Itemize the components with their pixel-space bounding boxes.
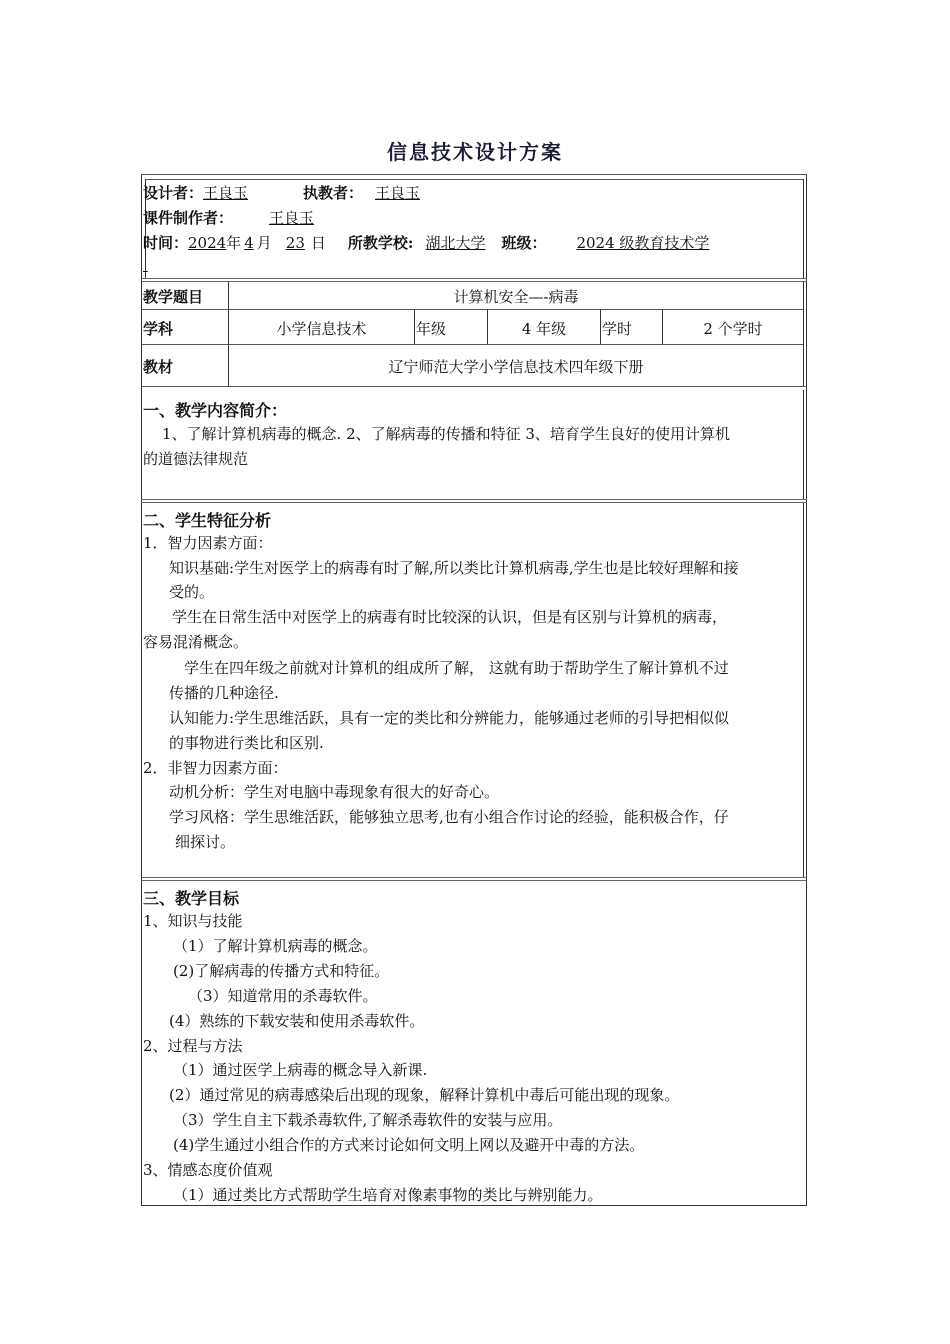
table-row1-line xyxy=(141,309,803,310)
section3-line: 1、知识与技能 xyxy=(143,912,243,930)
section3-line: （1）通过类比方式帮助学生培育对像素事物的类比与辨别能力。 xyxy=(173,1186,603,1204)
designer-row xyxy=(143,182,449,203)
section2-line: 学习风格：学生思维活跃，能够独立思考,也有小组合作讨论的经验，能积极合作，仔 xyxy=(169,808,729,826)
textbook-value: 辽宁师范大学小学信息技术四年级下册 xyxy=(388,358,644,376)
section2-heading: 二、学生特征分析 xyxy=(143,511,272,530)
section3-line: 3、情感态度价值观 xyxy=(143,1161,273,1179)
table-col-divider-1 xyxy=(414,310,415,344)
section2-line: 认知能力:学生思维活跃，具有一定的类比和分辨能力，能够通过老师的引导把相似似 xyxy=(169,709,730,727)
frame-inner-top-line xyxy=(145,179,803,180)
section3-line: （3）学生自主下载杀毒软件,了解杀毒软件的安装与应用。 xyxy=(173,1111,563,1129)
section3-heading: 三、教学目标 xyxy=(143,889,240,908)
section1-heading: 一、教学内容简介： xyxy=(143,401,288,420)
section2-right-line xyxy=(803,503,804,877)
section1-line1: 1、了解计算机病毒的概念. 2、了解病毒的传播和特征 3、培育学生良好的使用计算机 xyxy=(162,425,730,443)
year-value: 2024 xyxy=(188,234,227,252)
section2-bottom-line xyxy=(141,877,807,881)
time-row xyxy=(143,232,725,253)
section2-line: 知识基础:学生对医学上的病毒有时了解,所以类比计算机病毒,学生也是比较好理解和接 xyxy=(169,559,739,577)
subject-label: 学科 xyxy=(143,320,174,338)
section3-line: (2）通过常见的病毒感染后出现的现象，解释计算机中毒后可能出现的现象。 xyxy=(169,1086,680,1104)
hours-value: 2 个学时 xyxy=(703,320,763,338)
section3-line: (4）熟练的下载安装和使用杀毒软件。 xyxy=(169,1012,425,1030)
teacher-label: 执教者： xyxy=(303,184,364,202)
time-row-underline-tail xyxy=(143,256,151,274)
grade-value: 4 年级 xyxy=(521,320,567,338)
designer-value: 王良玉 xyxy=(203,184,249,202)
section2-line: 传播的几种途径. xyxy=(169,684,279,702)
section3-line: (4)学生通过小组合作的方式来讨论如何文明上网以及避开中毒的方法。 xyxy=(173,1136,645,1154)
section3-line: (2)了解病毒的传播方式和特征。 xyxy=(173,962,390,980)
year-unit: 年 xyxy=(226,234,242,252)
table-row2-line xyxy=(141,344,803,345)
section2-line: 细探讨。 xyxy=(175,833,236,851)
table-right-line xyxy=(803,282,804,386)
teacher-value: 王良玉 xyxy=(375,184,421,202)
school-label: 所教学校: xyxy=(347,234,414,252)
courseware-value: 王良玉 xyxy=(269,209,315,227)
section2-line: 学生在四年级之前就对计算机的组成所了解， 这就有助于帮助学生了解计算机不过 xyxy=(184,659,729,677)
table-bottom-line xyxy=(141,386,807,387)
class-value: 2024 级教育技术学 xyxy=(576,234,710,252)
section3-line: （1）通过医学上病毒的概念导入新课. xyxy=(173,1061,428,1079)
document-title: 信息技术设计方案 xyxy=(387,140,563,164)
day-value: 23 xyxy=(285,234,305,252)
designer-label: 设计者： xyxy=(143,184,204,202)
table-col-divider-3 xyxy=(600,310,601,344)
section3-line: （1）了解计算机病毒的概念。 xyxy=(173,937,378,955)
section2-line: 1．智力因素方面： xyxy=(143,534,273,552)
textbook-label: 教材 xyxy=(143,358,174,376)
section2-line: 的事物进行类比和区别. xyxy=(169,734,324,752)
time-label: 时间： xyxy=(143,234,189,252)
courseware-row xyxy=(143,207,379,228)
topic-label: 教学题目 xyxy=(143,288,204,306)
table-top-line xyxy=(141,278,807,282)
class-label: 班级： xyxy=(501,234,547,252)
section3-line: （3）知道常用的杀毒软件。 xyxy=(188,987,378,1005)
section2-line: 受的。 xyxy=(169,583,215,601)
grade-label: 年级 xyxy=(416,320,447,338)
section1-line2: 的道德法律规范 xyxy=(143,450,249,468)
month-value: 4 xyxy=(244,234,254,252)
section2-line: 动机分析：学生对电脑中毒现象有很大的好奇心。 xyxy=(169,783,500,801)
section3-line: 2、过程与方法 xyxy=(143,1037,243,1055)
section1-bottom-line xyxy=(141,499,807,503)
section2-line: 2．非智力因素方面： xyxy=(143,759,288,777)
frame-inner-right-line xyxy=(803,179,804,279)
section2-line: 学生在日常生活中对医学上的病毒有时比较深的认识，但是有区别与计算机的病毒， xyxy=(172,608,728,626)
subject-value: 小学信息技术 xyxy=(276,320,367,338)
section2-line: 容易混淆概念。 xyxy=(143,633,249,651)
hours-label: 学时 xyxy=(602,320,633,338)
topic-value: 计算机安全—-病毒 xyxy=(453,288,579,306)
frame-top-line xyxy=(141,174,807,175)
month-unit: 月 xyxy=(256,234,272,252)
section1-right-line xyxy=(803,390,804,500)
day-unit: 日 xyxy=(310,234,326,252)
school-value: 湖北大学 xyxy=(425,234,486,252)
courseware-label: 课件制作者： xyxy=(143,209,234,227)
